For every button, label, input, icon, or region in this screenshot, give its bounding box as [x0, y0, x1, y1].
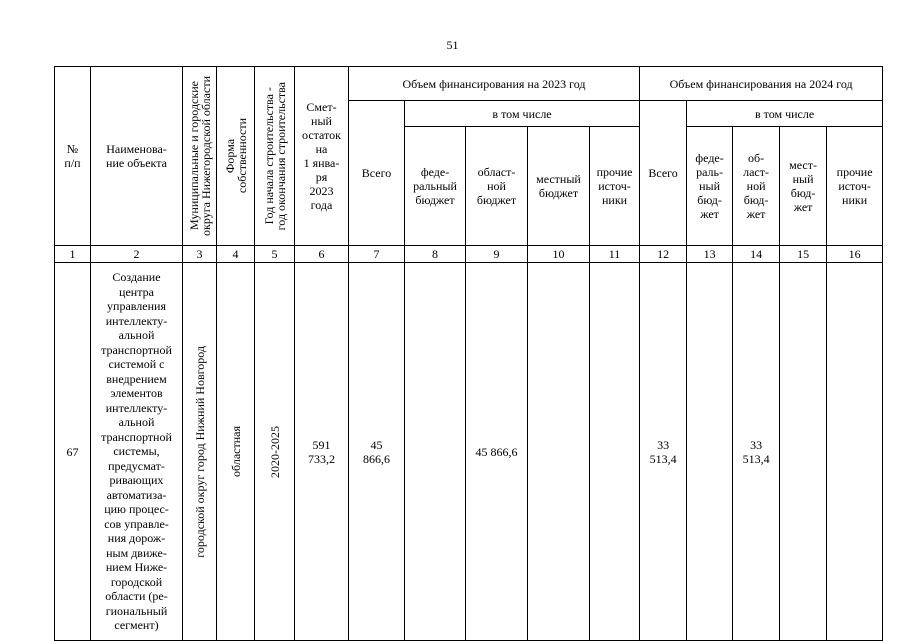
page-number: 51 [446, 38, 459, 52]
header-ownership [217, 67, 255, 246]
regional-2024-value: 33 513,4 [733, 263, 780, 641]
header-ownership-text: Форма собственности [222, 118, 249, 194]
header-number: № п/п [55, 67, 91, 246]
header-financing-2023: Объем финансирования на 2023 год [349, 67, 640, 101]
municipality-cell [183, 263, 217, 641]
column-number: 10 [528, 246, 590, 263]
header-estimated-balance: Смет- ный остаток на 1 янва- ря 2023 года [295, 67, 349, 246]
header-federal-2024: феде- раль- ный бюд- жет [687, 127, 733, 246]
header-municipality [183, 67, 217, 246]
column-number: 4 [217, 246, 255, 263]
column-number: 16 [827, 246, 883, 263]
financing-table [54, 66, 883, 641]
local-2023-value [528, 263, 590, 641]
header-regional-2024: об- ласт- ной бюд- жет [733, 127, 780, 246]
local-2024-value [780, 263, 827, 641]
total-2023-value: 45 866,6 [349, 263, 405, 641]
federal-2023-value [405, 263, 466, 641]
column-number: 3 [183, 246, 217, 263]
header-total-2023: Всего [349, 101, 405, 246]
header-local-2023: местный бюджет [528, 127, 590, 246]
row-number: 67 [55, 263, 91, 641]
total-2024-value: 33 513,4 [640, 263, 687, 641]
header-years-text: Год начала строительства - год окончания строительства [261, 81, 288, 231]
header-other-2023: прочие источ- ники [590, 127, 640, 246]
federal-2024-value [687, 263, 733, 641]
column-number: 11 [590, 246, 640, 263]
column-number: 13 [687, 246, 733, 263]
ownership-cell [217, 263, 255, 641]
municipality-value: городской округ город Нижний Новгород [192, 345, 207, 558]
estimated-balance-value: 591 733,2 [295, 263, 349, 641]
column-number: 5 [255, 246, 295, 263]
header-regional-2023: област- ной бюджет [466, 127, 528, 246]
header-municipality-text: Муниципальные и городские округа Нижегородской области [186, 76, 213, 236]
header-including-2023: в том числе [405, 101, 640, 127]
header-total-2024: Всего [640, 101, 687, 246]
column-number: 7 [349, 246, 405, 263]
header-local-2024: мест- ный бюд- жет [780, 127, 827, 246]
header-federal-2023: феде- ральный бюджет [405, 127, 466, 246]
column-number: 9 [466, 246, 528, 263]
other-2024-value [827, 263, 883, 641]
column-number-row [55, 246, 883, 263]
column-number: 6 [295, 246, 349, 263]
regional-2023-value: 45 866,6 [466, 263, 528, 641]
object-name: Создание центра управления интеллекту- альной транспортной системой с внедрением элементов интеллекту- альной транспортной системы, предусмат- ривающих автоматиза- цию процес- сов управле- ния дорож- ным движе- нием Ниже- городской области (ре- гиональный сегмент) [91, 263, 183, 641]
header-object-name: Наименова- ние объекта [91, 67, 183, 246]
column-number: 12 [640, 246, 687, 263]
header-other-2024: прочие источ- ники [827, 127, 883, 246]
column-number: 8 [405, 246, 466, 263]
years-value: 2020-2025 [267, 425, 282, 478]
column-number: 2 [91, 246, 183, 263]
column-number: 14 [733, 246, 780, 263]
column-number: 1 [55, 246, 91, 263]
years-cell [255, 263, 295, 641]
column-number: 15 [780, 246, 827, 263]
other-2023-value [590, 263, 640, 641]
header-years [255, 67, 295, 246]
table-row [55, 263, 883, 641]
header-including-2024: в том числе [687, 101, 883, 127]
ownership-value: областная [228, 426, 243, 477]
header-financing-2024: Объем финансирования на 2024 год [640, 67, 883, 101]
